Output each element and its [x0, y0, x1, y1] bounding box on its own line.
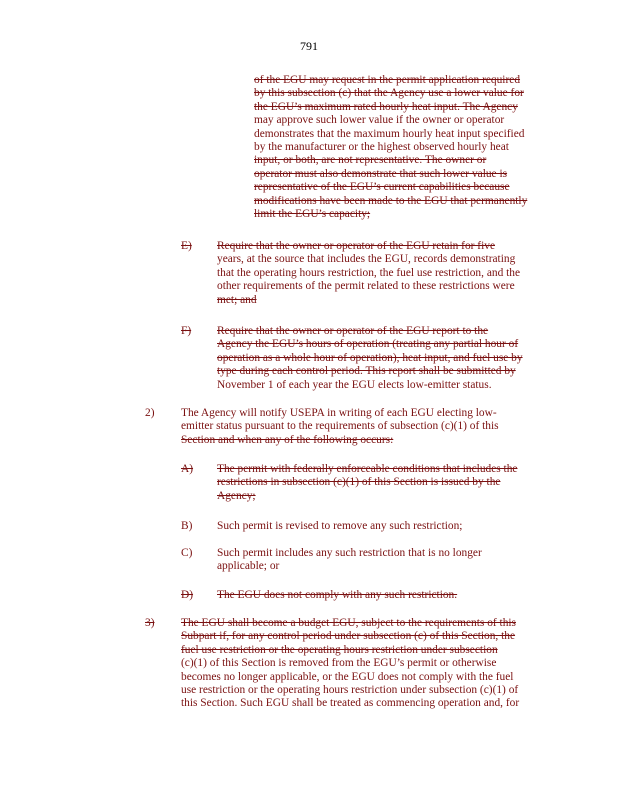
- text-line: The EGU does not comply with any such restriction.: [217, 589, 458, 601]
- text-line: the EGU’s maximum rated hourly heat input. The Agency: [254, 100, 518, 113]
- text-line: operation as a whole hour of operation), heat input, and fuel use by: [217, 351, 523, 364]
- text-line: this Section. Such EGU shall be treated as commencing operation and, for: [181, 697, 520, 710]
- text-line: Subpart if, for any control period under subsection (c) of this Section, the: [181, 630, 516, 643]
- item-2-label: 2): [145, 407, 155, 419]
- text-line: The permit with federally enforceable conditions that includes the: [217, 463, 518, 475]
- item-A-label: A): [181, 463, 194, 475]
- text-line: The EGU shall become a budget EGU, subject to the requirements of this: [181, 617, 516, 629]
- item-3-label: 3): [145, 617, 155, 629]
- item-B-text: [217, 520, 547, 533]
- text-line: operator must also demonstrate that such lower value is: [254, 167, 508, 180]
- item-E-text: [217, 240, 547, 307]
- text-line: use restriction or the operating hours restriction under subsection (c)(1) of: [181, 684, 519, 697]
- item-2-text: [181, 407, 551, 447]
- item-B-label: B): [181, 520, 193, 532]
- text-line: Require that the owner or operator of the EGU retain for five: [217, 240, 496, 252]
- text-line: that the operating hours restriction, the fuel use restriction, and the: [217, 266, 521, 279]
- text-line: may approve such lower value if the owner or operator: [254, 114, 505, 127]
- item-3-text: [181, 617, 551, 711]
- text-line: modifications have been made to the EGU that permanently: [254, 194, 528, 207]
- text-line: Such permit is revised to remove any such restriction;: [217, 520, 463, 532]
- text-line: met; and: [217, 293, 257, 306]
- text-line: limit the EGU’s capacity;: [254, 208, 371, 221]
- text-line: type during each control period. This report shall be submitted by: [217, 365, 516, 378]
- paragraph-top: [254, 74, 554, 221]
- item-C-label: C): [181, 547, 193, 559]
- text-line: November 1 of each year the EGU elects low-emitter status.: [217, 378, 492, 391]
- text-line: fuel use restriction or the operating hours restriction under subsection: [181, 643, 498, 656]
- text-line: Require that the owner or operator of the EGU report to the: [217, 325, 489, 337]
- item-C-text: [217, 547, 547, 574]
- item-D-text: [217, 589, 547, 602]
- text-line: Such permit includes any such restriction that is no longer: [217, 547, 482, 559]
- text-line: years, at the source that includes the EGU, records demonstrating: [217, 253, 516, 266]
- item-E-gap: [195, 240, 217, 253]
- text-line: of the EGU may request in the permit application required: [254, 74, 521, 86]
- text-line: demonstrates that the maximum hourly heat input specified: [254, 127, 525, 140]
- text-line: by the manufacturer or the highest observed hourly heat: [254, 141, 509, 154]
- item-F-label: F): [181, 325, 192, 337]
- item-A-text: [217, 463, 547, 503]
- item-E-label: E): [181, 240, 192, 252]
- item-F-text: [217, 325, 547, 392]
- item-D-label: D): [181, 589, 194, 601]
- text-line: becomes no longer applicable, or the EGU does not comply with the fuel: [181, 670, 514, 683]
- text-line: representative of the EGU’s current capabilities because: [254, 181, 510, 194]
- text-line: restrictions in subsection (c)(1) of this Section is issued by the: [217, 476, 501, 489]
- text-line: emitter status pursuant to the requirements of subsection (c)(1) of this: [181, 420, 499, 433]
- text-line: applicable; or: [217, 560, 280, 573]
- text-line: The Agency will notify USEPA in writing of each EGU electing low-: [181, 407, 497, 419]
- page-number: 791: [300, 39, 318, 53]
- text-line: Agency the EGU’s hours of operation (treating any partial hour of: [217, 338, 519, 351]
- text-line: (c)(1) of this Section is removed from the EGU’s permit or otherwise: [181, 657, 497, 670]
- text-line: Section and when any of the following occurs:: [181, 433, 394, 446]
- text-line: by this subsection (c) that the Agency use a lower value for: [254, 87, 524, 100]
- text-line: other requirements of the permit related to these restrictions were: [217, 280, 515, 293]
- text-line: input, or both, are not representative. The owner or: [254, 154, 487, 167]
- text-line: Agency;: [217, 489, 256, 502]
